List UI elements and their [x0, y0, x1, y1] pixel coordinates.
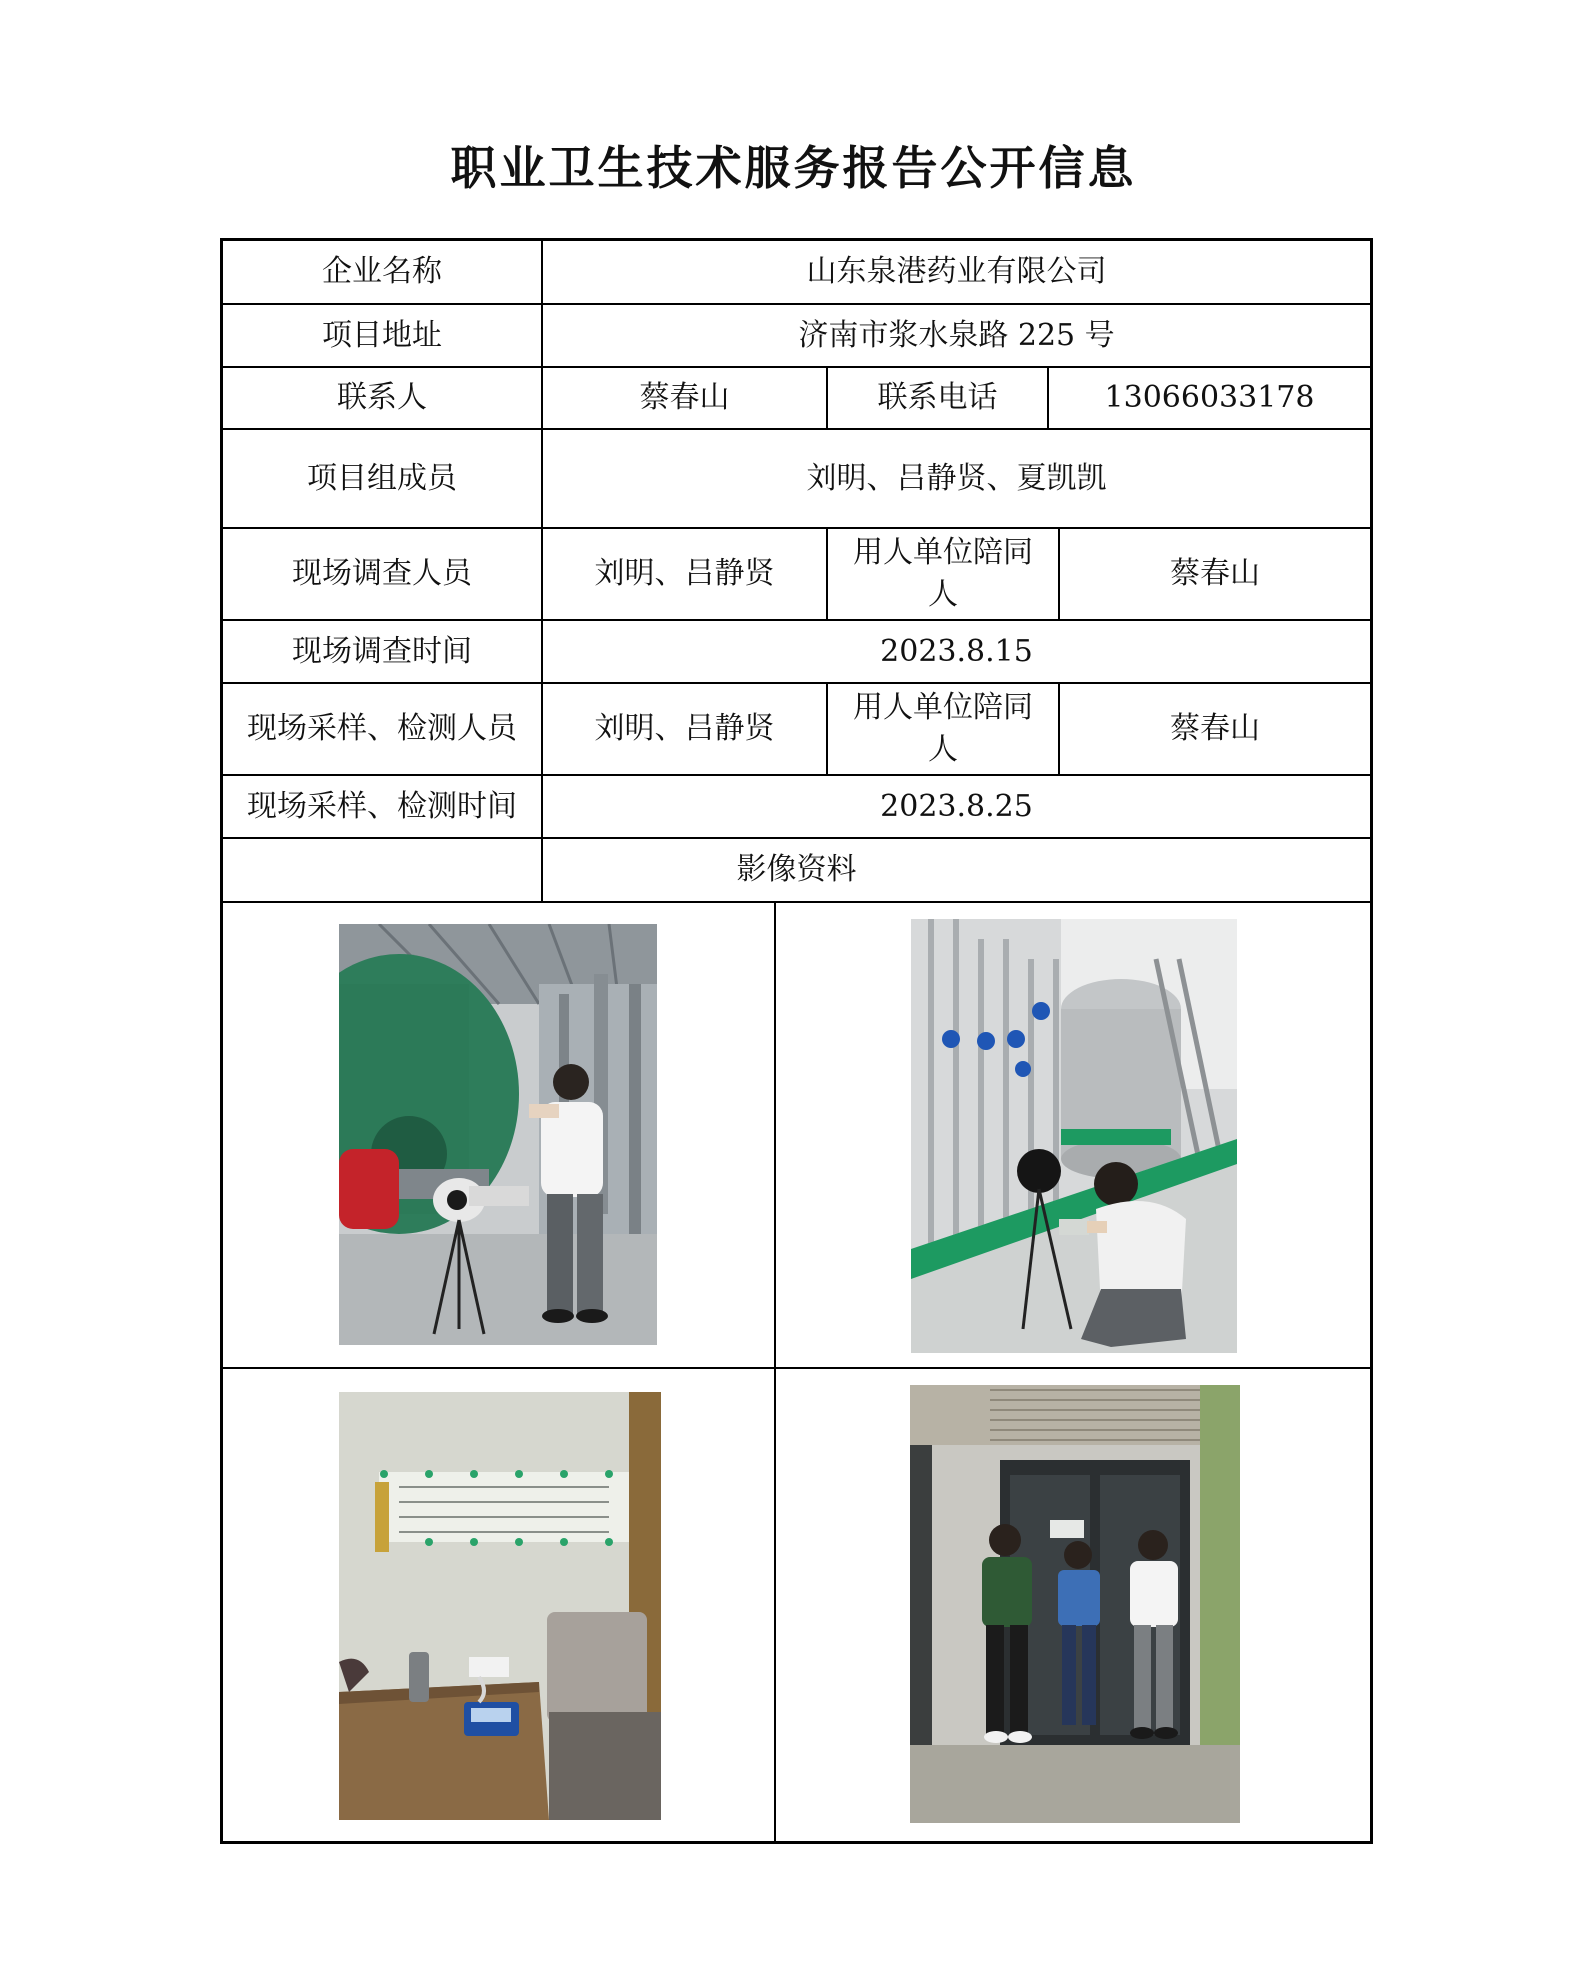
sampling-time-value: 2023.8.25 — [880, 788, 1033, 824]
contact-value: 蔡春山 — [639, 380, 730, 415]
escort-value-1: 蔡春山 — [1170, 556, 1260, 591]
phone-label: 联系电话 — [877, 380, 998, 415]
address-label: 项目地址 — [322, 317, 442, 353]
company-value: 山东泉港药业有限公司 — [806, 254, 1107, 289]
page-title: 职业卫生技术服务报告公开信息 — [450, 141, 1137, 195]
sampling-staff-label: 现场采样、检测人员 — [247, 711, 517, 746]
escort-label-1: 用人单位陪同人 — [853, 535, 1033, 612]
contact-label: 联系人 — [337, 380, 427, 415]
survey-staff-value: 刘明、吕静贤 — [594, 556, 775, 591]
photo-water-treatment — [911, 919, 1237, 1353]
members-label: 项目组成员 — [307, 460, 457, 496]
sampling-staff-value: 刘明、吕静贤 — [594, 711, 775, 746]
survey-time-label: 现场调查时间 — [292, 633, 472, 669]
photo-boiler-room — [339, 924, 657, 1345]
phone-value: 13066033178 — [1104, 380, 1315, 415]
sampling-time-label: 现场采样、检测时间 — [247, 788, 517, 824]
survey-time-value: 2023.8.15 — [880, 633, 1033, 669]
address-value: 济南市浆水泉路 225 号 — [798, 317, 1115, 353]
company-label: 企业名称 — [322, 254, 442, 289]
escort-label-2: 用人单位陪同人 — [853, 690, 1033, 767]
info-table — [220, 238, 1373, 1844]
escort-value-2: 蔡春山 — [1170, 711, 1260, 746]
photo-team-at-entrance — [910, 1385, 1240, 1823]
survey-staff-label: 现场调查人员 — [292, 556, 472, 591]
images-header: 影像资料 — [736, 852, 857, 887]
members-value: 刘明、吕静贤、夏凯凯 — [806, 460, 1107, 496]
photo-sampling-instrument — [339, 1392, 661, 1820]
